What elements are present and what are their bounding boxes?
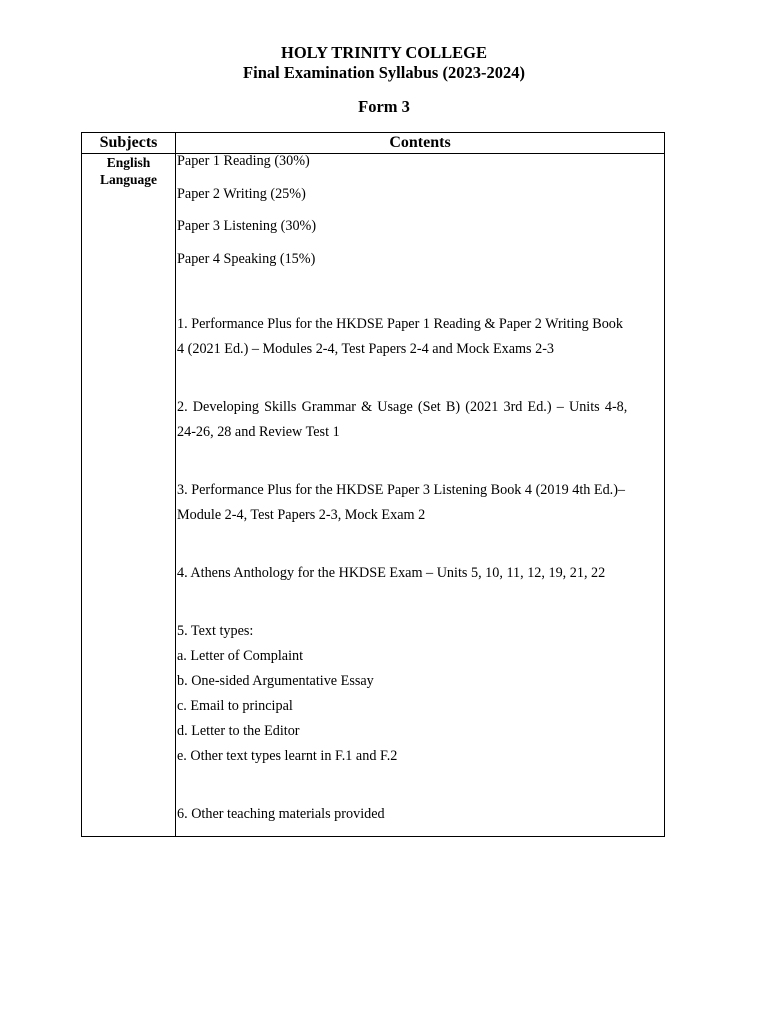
contents-cell <box>176 154 665 837</box>
text-type-c: c. Email to principal <box>177 697 293 714</box>
text-type-e: e. Other text types learnt in F.1 and F.2 <box>177 747 398 764</box>
subject-name-line2: Language <box>99 172 157 187</box>
college-name: HOLY TRINITY COLLEGE <box>280 43 487 62</box>
text-type-a: a. Letter of Complaint <box>177 647 304 664</box>
paper-1-item: Paper 1 Reading (30%) <box>177 153 310 169</box>
paper-3-item: Paper 3 Listening (30%) <box>177 218 317 234</box>
material-item-2-line2: 24-26, 28 and Review Test 1 <box>177 423 340 440</box>
paper-4-item: Paper 4 Speaking (15%) <box>177 250 316 267</box>
material-item-3-line2: Module 2-4, Test Papers 2-3, Mock Exam 2 <box>177 506 426 523</box>
material-item-2-line1: 2. Developing Skills Grammar & Usage (Set B) (2021 3rd Ed.) – Units 4-8, <box>177 398 628 415</box>
text-type-b: b. One-sided Argumentative Essay <box>177 672 374 689</box>
material-item-3-line1: 3. Performance Plus for the HKDSE Paper 3 Listening Book 4 (2019 4th Ed.)– <box>177 481 626 498</box>
subject-cell <box>82 154 176 837</box>
paper-2-item: Paper 2 Writing (25%) <box>177 185 306 202</box>
subject-name-line1: English <box>106 155 151 170</box>
material-item-4: 4. Athens Anthology for the HKDSE Exam – Units 5, 10, 11, 12, 19, 21, 22 <box>177 564 606 581</box>
text-types-heading: 5. Text types: <box>177 622 254 639</box>
table-row <box>82 154 665 837</box>
text-type-d: d. Letter to the Editor <box>177 722 300 739</box>
contents-column-header: Contents <box>176 133 665 154</box>
form-label: Form 3 <box>358 97 410 116</box>
material-item-1-line2: 4 (2021 Ed.) – Modules 2-4, Test Papers 2-4 and Mock Exams 2-3 <box>177 340 555 357</box>
syllabus-title: Final Examination Syllabus (2023-2024) <box>243 63 525 82</box>
material-item-6: 6. Other teaching materials provided <box>177 805 385 822</box>
material-item-1-line1: 1. Performance Plus for the HKDSE Paper 1 Reading & Paper 2 Writing Book <box>177 315 623 332</box>
subjects-column-header: Subjects <box>82 133 176 154</box>
syllabus-table <box>81 132 665 837</box>
